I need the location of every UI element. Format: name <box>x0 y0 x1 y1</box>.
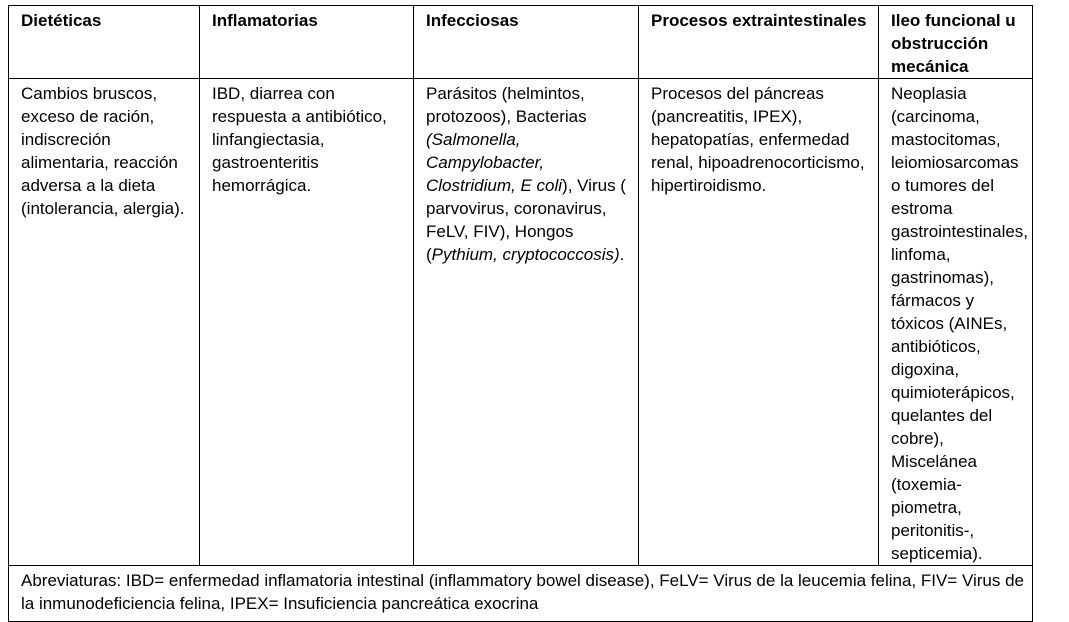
infecciosas-text-2: ), Virus ( parvovirus, coronavirus, FeLV, FIV), Hongos ( <box>426 176 626 264</box>
footnote: Abreviaturas: IBD= enfermedad inflamatoria intestinal (inflammatory bowel disease), FeLV= Virus de la leucemia felina, FIV= Virus de la inmunodeficiencia felina, IPEX= Insuficiencia pancreática exocrina <box>9 566 1033 622</box>
infecciosas-bacteria-italic: (Salmonella, Campylobacter, Clostridium, E coli <box>426 130 563 195</box>
header-row <box>9 6 1033 79</box>
header-ileo: Ileo funcional u obstrucción mecánica <box>879 6 1033 79</box>
header-dieteticas: Dietéticas <box>9 6 200 79</box>
header-infecciosas: Infecciosas <box>414 6 639 79</box>
header-extraintestinales: Procesos extraintestinales <box>639 6 879 79</box>
infecciosas-text-3: . <box>619 245 625 264</box>
footnote-row <box>9 566 1033 622</box>
causes-table <box>8 5 1033 622</box>
content-row <box>9 79 1033 566</box>
infecciosas-text-1: Parásitos (helmintos, protozoos), Bacterias <box>426 84 587 126</box>
cell-extraintestinales: Procesos del páncreas (pancreatitis, IPEX), hepatopatías, enfermedad renal, hipoadrenocorticismo, hipertiroidismo. <box>639 79 879 566</box>
header-inflamatorias: Inflamatorias <box>200 6 414 79</box>
infecciosas-fungi-italic: Pythium, cryptococcosis) <box>431 245 620 264</box>
cell-ileo: Neoplasia (carcinoma, mastocitomas, leiomiosarcomas o tumores del estroma gastrointestinales, linfoma, gastrinomas), fármacos y tóxicos (AINEs, antibióticos, digoxina, quimioterápicos, quelantes del cobre), Miscelánea (toxemia-piometra, peritonitis-, septicemia). <box>879 79 1033 566</box>
cell-infecciosas <box>414 79 639 566</box>
cell-inflamatorias: IBD, diarrea con respuesta a antibiótico, linfangiectasia, gastroenteritis hemorrágica. <box>200 79 414 566</box>
cell-dieteticas: Cambios bruscos, exceso de ración, indiscreción alimentaria, reacción adversa a la dieta (intolerancia, alergia). <box>9 79 200 566</box>
